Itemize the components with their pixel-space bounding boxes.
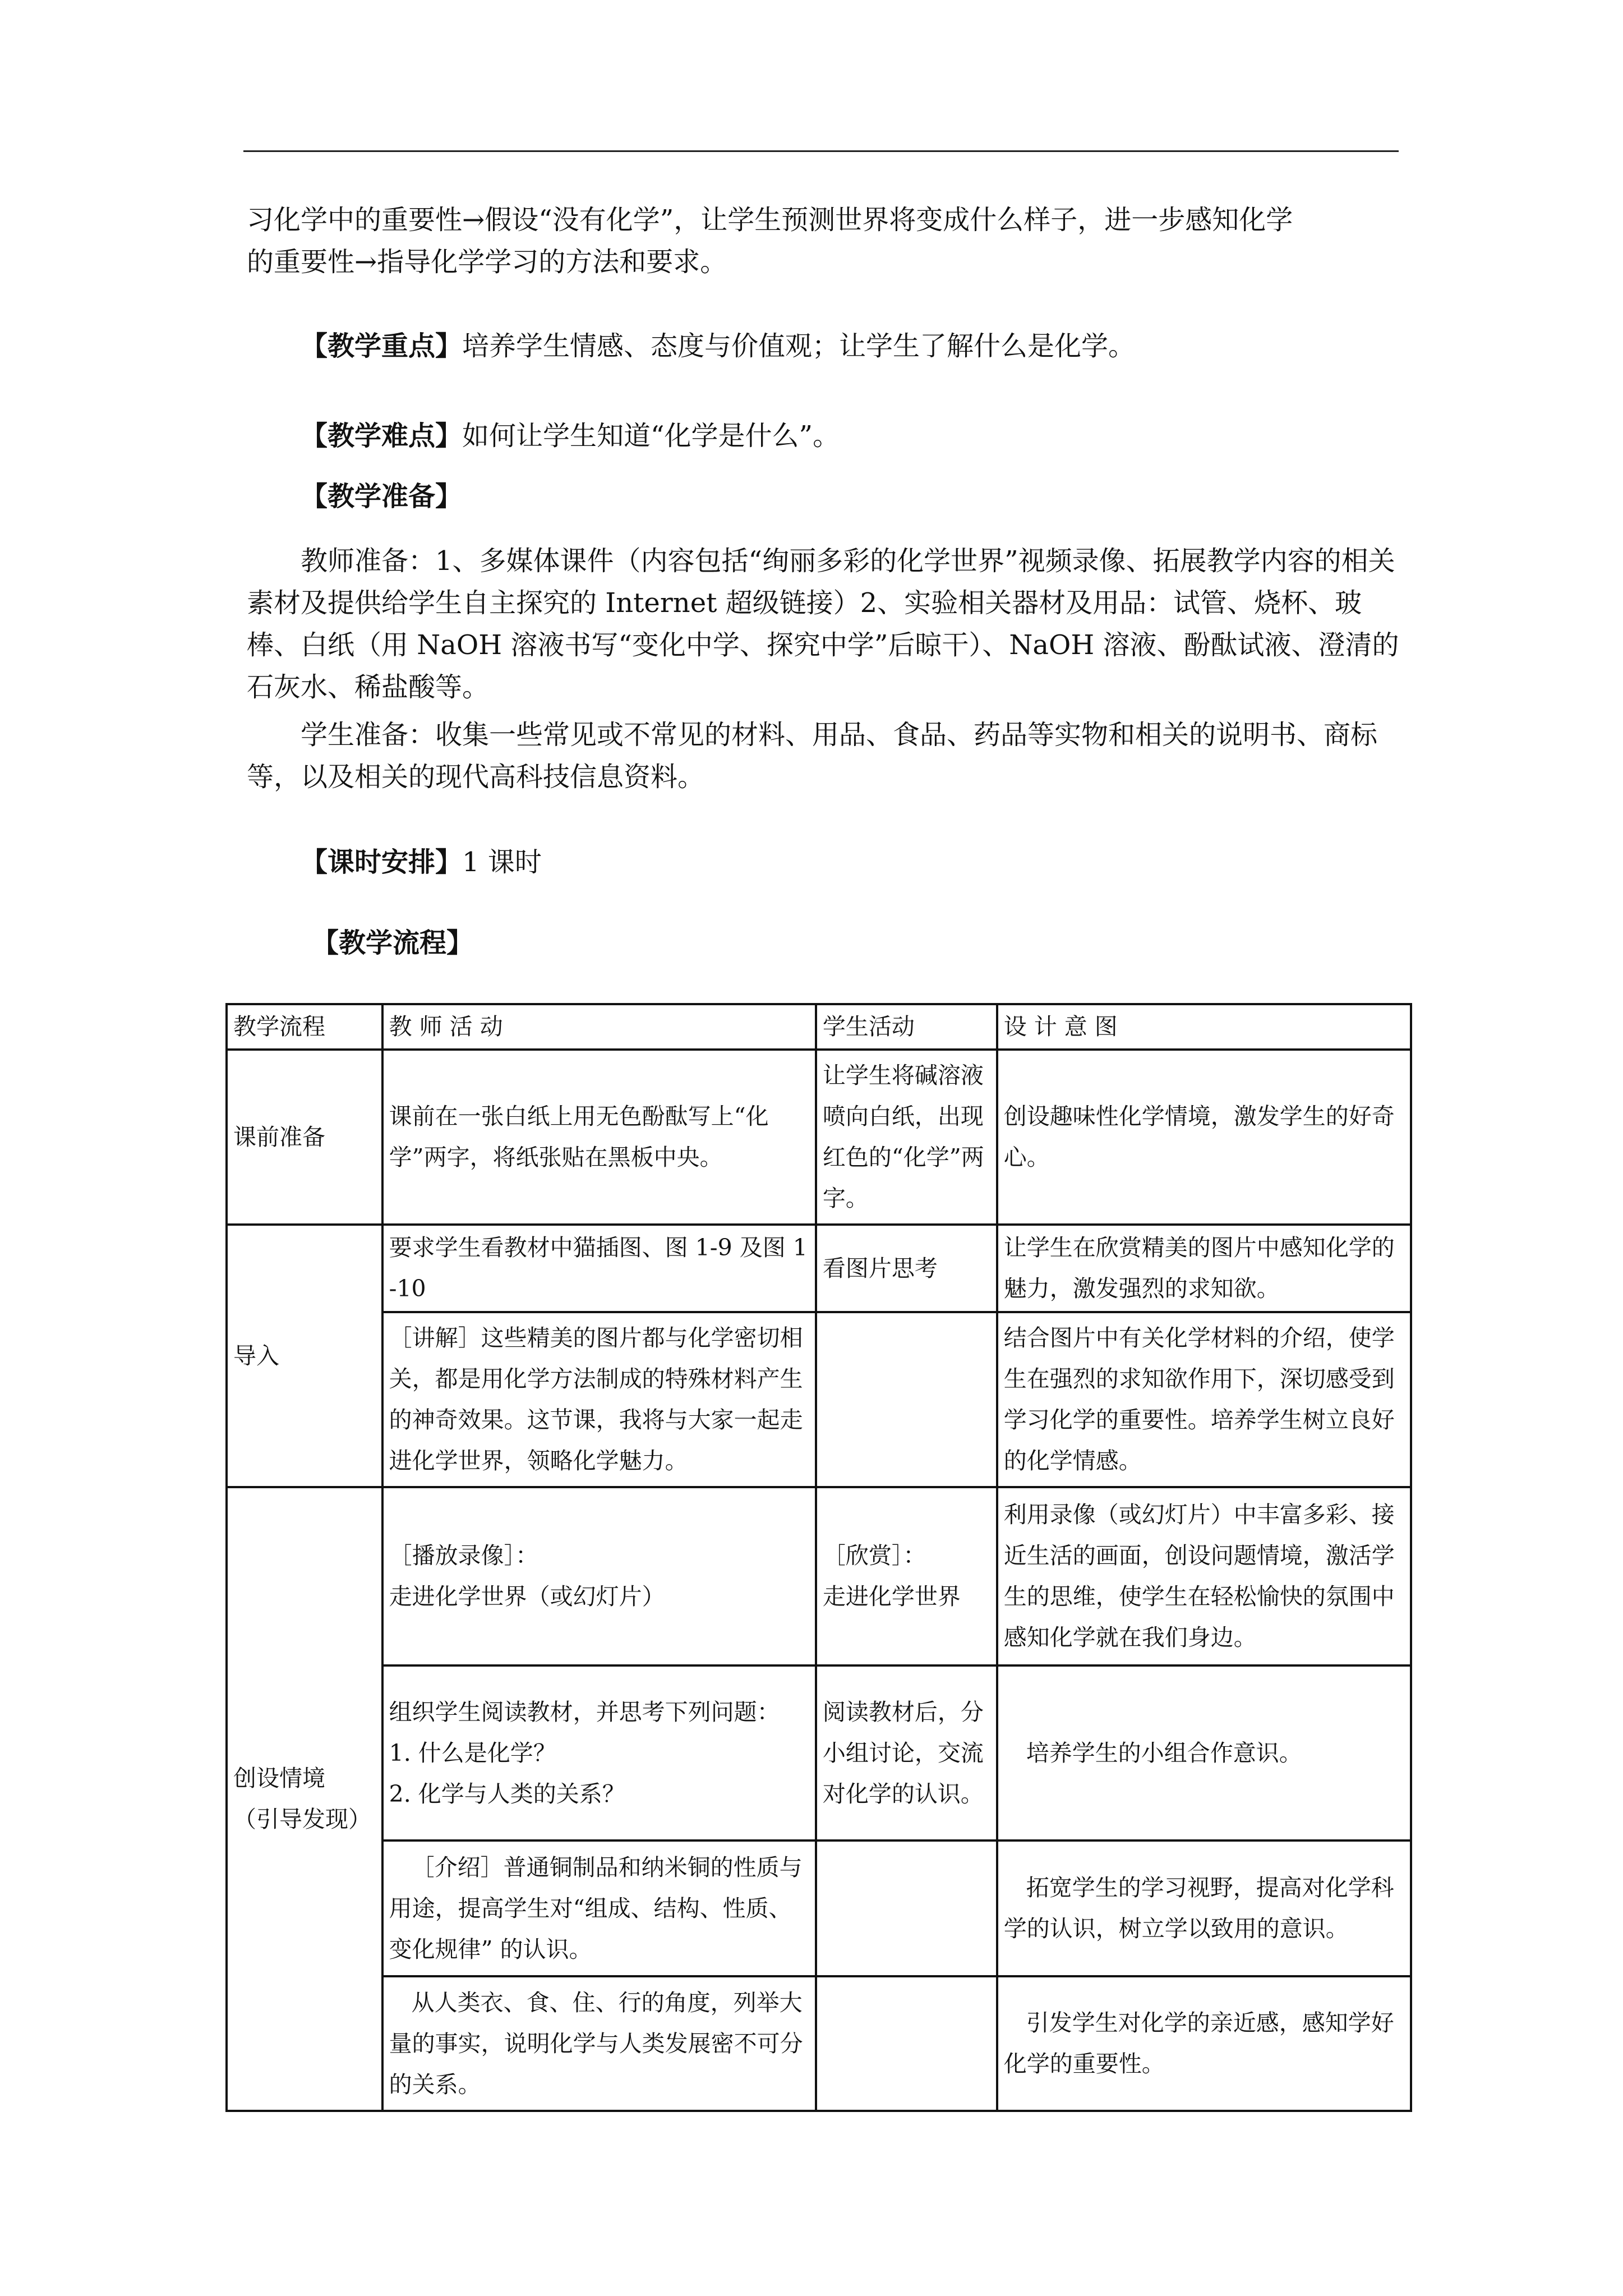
design-intent-cell: 利用录像（或幻灯片）中丰富多彩、接近生活的画面，创设问题情境，激活学生的思维，使学生在轻松愉快的氛围中感知化学就在我们身边。 — [997, 1487, 1411, 1665]
student-activity-cell: ［欣赏］： 走进化学世界 — [816, 1487, 997, 1665]
key-point-text: 培养学生情感、态度与价值观；让学生了解什么是化学。 — [462, 330, 1136, 362]
schedule-text: 1 课时 — [462, 846, 542, 878]
teacher-activity-cell: ［介绍］普通铜制品和纳米铜的性质与用途，提高学生对“组成、结构、性质、变化规律” 的认识。 — [382, 1841, 816, 1976]
stage-cell: 导入 — [227, 1225, 382, 1487]
student-activity-cell: 看图片思考 — [816, 1225, 997, 1312]
teacher-activity-cell: 组织学生阅读教材，并思考下列问题： 1. 什么是化学？ 2. 化学与人类的关系？ — [382, 1665, 816, 1841]
student-activity-cell — [816, 1841, 997, 1976]
stage-cell: 创设情境 （引导发现） — [227, 1487, 382, 2111]
teacher-activity-cell: 要求学生看教材中猫插图、图 1-9 及图 1-10 — [382, 1225, 816, 1312]
table-header-row — [227, 1004, 1411, 1050]
design-intent-cell: 创设趣味性化学情境，激发学生的好奇心。 — [997, 1050, 1411, 1225]
difficulty-text: 如何让学生知道“化学是什么”。 — [462, 420, 840, 452]
header-rule — [243, 150, 1399, 152]
preparation-heading — [301, 476, 462, 518]
flow-heading — [312, 922, 473, 964]
intro-line-2: 的重要性→指导化学学习的方法和要求。 — [247, 246, 727, 278]
student-activity-cell: 阅读教材后，分小组讨论，交流对化学的认识。 — [816, 1665, 997, 1841]
design-intent-cell: 培养学生的小组合作意识。 — [997, 1665, 1411, 1841]
header-teacher: 教 师 活 动 — [382, 1004, 816, 1050]
schedule-label: 【课时安排】 — [301, 846, 463, 878]
preparation-label: 【教学准备】 — [301, 481, 463, 512]
teacher-activity-cell: 从人类衣、食、住、行的角度，列举大量的事实，说明化学与人类发展密不可分的关系。 — [382, 1976, 816, 2111]
difficulty-label: 【教学难点】 — [301, 420, 463, 452]
key-point-label: 【教学重点】 — [301, 330, 463, 362]
design-intent-cell: 让学生在欣赏精美的图片中感知化学的魅力，激发强烈的求知欲。 — [997, 1225, 1411, 1312]
teacher-activity-cell: 课前在一张白纸上用无色酚酞写上“化学”两字，将纸张贴在黑板中央。 — [382, 1050, 816, 1225]
design-intent-cell: 结合图片中有关化学材料的介绍，使学生在强烈的求知欲作用下，深切感受到学习化学的重要性。培养学生树立良好的化学情感。 — [997, 1312, 1411, 1487]
flow-heading-label: 【教学流程】 — [312, 927, 474, 959]
student-preparation: 学生准备：收集一些常见或不常见的材料、用品、食品、药品等实物和相关的说明书、商标等，以及相关的现代高科技信息资料。 — [247, 719, 1378, 793]
header-stage: 教学流程 — [227, 1004, 382, 1050]
design-intent-cell: 拓宽学生的学习视野，提高对化学科学的认识，树立学以致用的意识。 — [997, 1841, 1411, 1976]
intro-paragraph — [247, 199, 1402, 283]
schedule — [301, 841, 542, 884]
student-activity-cell — [816, 1976, 997, 2111]
table-row — [227, 1225, 1411, 1312]
teacher-preparation: 教师准备：1、多媒体课件（内容包括“绚丽多彩的化学世界”视频录像、拓展教学内容的相关素材及提供给学生自主探究的 Internet 超级链接）2、实验相关器材及用品：试管、烧杯、玻棒、白纸（用 NaOH 溶液书写“变化中学、探究中学”后晾干）、NaOH 溶液、酚酞试液、澄清的石灰水、稀盐酸等。 — [247, 545, 1399, 703]
teacher-activity-cell: ［播放录像］： 走进化学世界（或幻灯片） — [382, 1487, 816, 1665]
table-row — [227, 1487, 1411, 1665]
intro-line-1: 习化学中的重要性→假设“没有化学”，让学生预测世界将变成什么样子，进一步感知化学 — [247, 204, 1293, 236]
stage-cell: 课前准备 — [227, 1050, 382, 1225]
student-activity-cell: 让学生将碱溶液喷向白纸，出现红色的“化学”两字。 — [816, 1050, 997, 1225]
table-row — [227, 1665, 1411, 1841]
student-activity-cell — [816, 1312, 997, 1487]
table-row — [227, 1841, 1411, 1976]
design-intent-cell: 引发学生对化学的亲近感，感知学好化学的重要性。 — [997, 1976, 1411, 2111]
table-row — [227, 1312, 1411, 1487]
table-row — [227, 1050, 1411, 1225]
header-student: 学生活动 — [816, 1004, 997, 1050]
table-row — [227, 1976, 1411, 2111]
difficulty — [301, 415, 840, 457]
teaching-flow-table — [225, 1003, 1412, 2112]
teacher-activity-cell: ［讲解］这些精美的图片都与化学密切相关，都是用化学方法制成的特殊材料产生的神奇效果。这节课，我将与大家一起走进化学世界，领略化学魅力。 — [382, 1312, 816, 1487]
header-intent: 设 计 意 图 — [997, 1004, 1411, 1050]
key-point — [301, 325, 1135, 367]
